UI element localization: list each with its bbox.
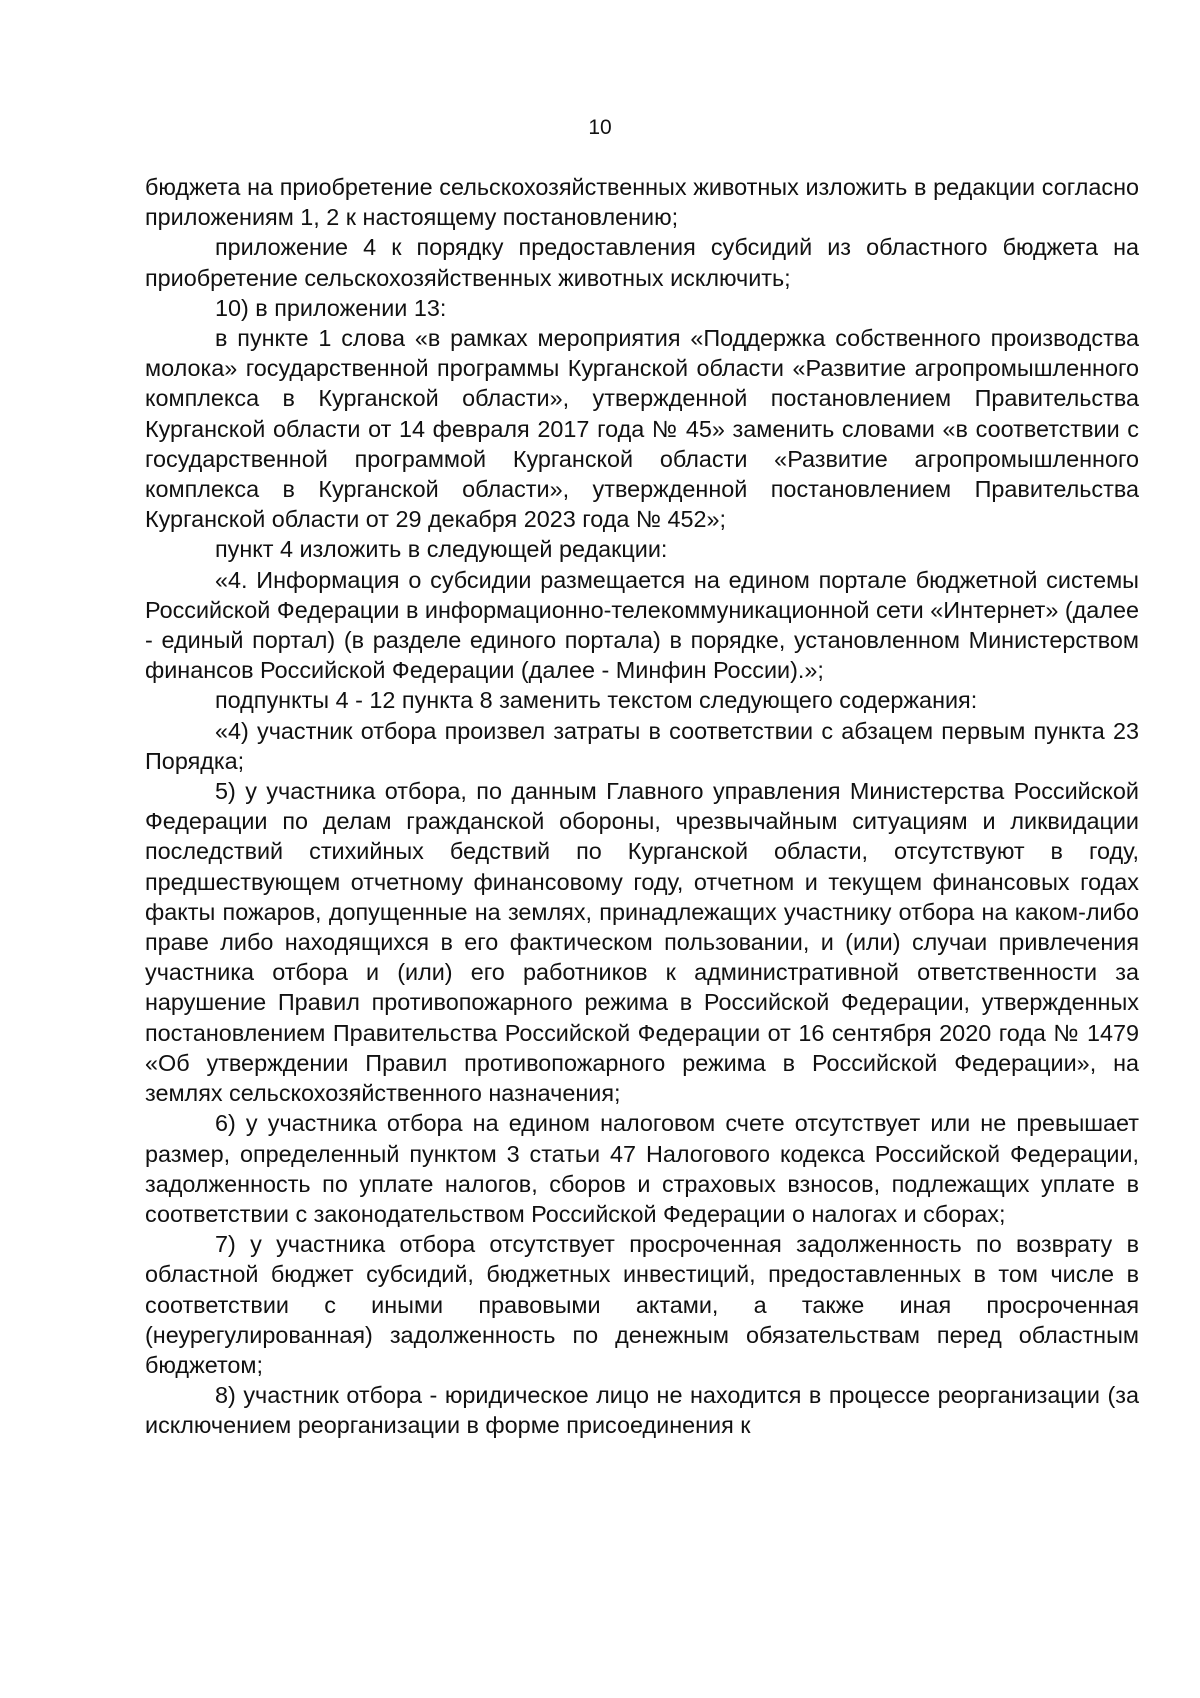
paragraph: пункт 4 изложить в следующей редакции: (215, 536, 668, 563)
paragraph: в пункте 1 слова «в рамках мероприятия «Поддержка собственного производства молока» государственной программы Курганской области «Развитие агропромышленного комплекса в Курганской области», утвержденной постановлением Правительства Курганской области от 14 февраля 2017 года № 45» заменить словами «в соответствии с государственной программой Курганской области «Развитие агропромышленного комплекса в Курганской области», утвержденной постановлением Правительства Курганской области от 29 декабря 2023 года № 452»; (145, 325, 1139, 533)
paragraph: бюджета на приобретение сельскохозяйственных животных изложить в редакции согласно приложениям 1, 2 к настоящему постановлению; (145, 174, 1139, 231)
paragraph: «4. Информация о субсидии размещается на едином портале бюджетной системы Российской Федерации в информационно-телекоммуникационной сети «Интернет» (далее - единый портал) (в разделе единого портала) в порядке, установленном Министерством финансов Российской Федерации (далее - Минфин России).»; (145, 566, 1139, 684)
paragraph: подпункты 4 - 12 пункта 8 заменить текстом следующего содержания: (215, 687, 978, 714)
paragraph: 5) у участника отбора, по данным Главного управления Министерства Российской Федерации по делам гражданской обороны, чрезвычайным ситуациям и ликвидации последствий стихийных бедствий по Курганской области, отсутствуют в году, предшествующем отчетному финансовому году, отчетном и текущем финансовых годах факты пожаров, допущенные на землях, принадлежащих участнику отбора на каком-либо праве либо находящихся в его фактическом пользовании, и (или) случаи привлечения участника отбора и (или) его работников к административной ответственности за нарушение Правил противопожарного режима в Российской Федерации, утвержденных постановлением Правительства Российской Федерации от 16 сентября 2020 года № 1479 «Об утверждении Правил противопожарного режима в Российской Федерации», на землях сельскохозяйственного назначения; (145, 778, 1139, 1107)
paragraph: «4) участник отбора произвел затраты в соответствии с абзацем первым пункта 23 Порядка; (145, 717, 1139, 774)
paragraph: 6) у участника отбора на едином налоговом счете отсутствует или не превышает размер, определенный пунктом 3 статьи 47 Налогового кодекса Российской Федерации, задолженность по уплате налогов, сборов и страховых взносов, подлежащих уплате в соответствии с законодательством Российской Федерации о налогах и сборах; (145, 1110, 1139, 1227)
document-body (145, 172, 1139, 1441)
paragraph: 7) у участника отбора отсутствует просроченная задолженность по возврату в областной бюджет субсидий, бюджетных инвестиций, предоставленных в том числе в соответствии с иными правовыми актами, а также иная просроченная (неурегулированная) задолженность по денежным обязательствам перед областным бюджетом; (145, 1231, 1139, 1378)
paragraph: 8) участник отбора - юридическое лицо не находится в процессе реорганизации (за исключением реорганизации в форме присоединения к (145, 1382, 1139, 1439)
page-number: 10 (588, 116, 612, 139)
paragraph: приложение 4 к порядку предоставления субсидий из областного бюджета на приобретение сельскохозяйственных животных исключить; (145, 234, 1139, 291)
paragraph: 10) в приложении 13: (215, 294, 447, 321)
